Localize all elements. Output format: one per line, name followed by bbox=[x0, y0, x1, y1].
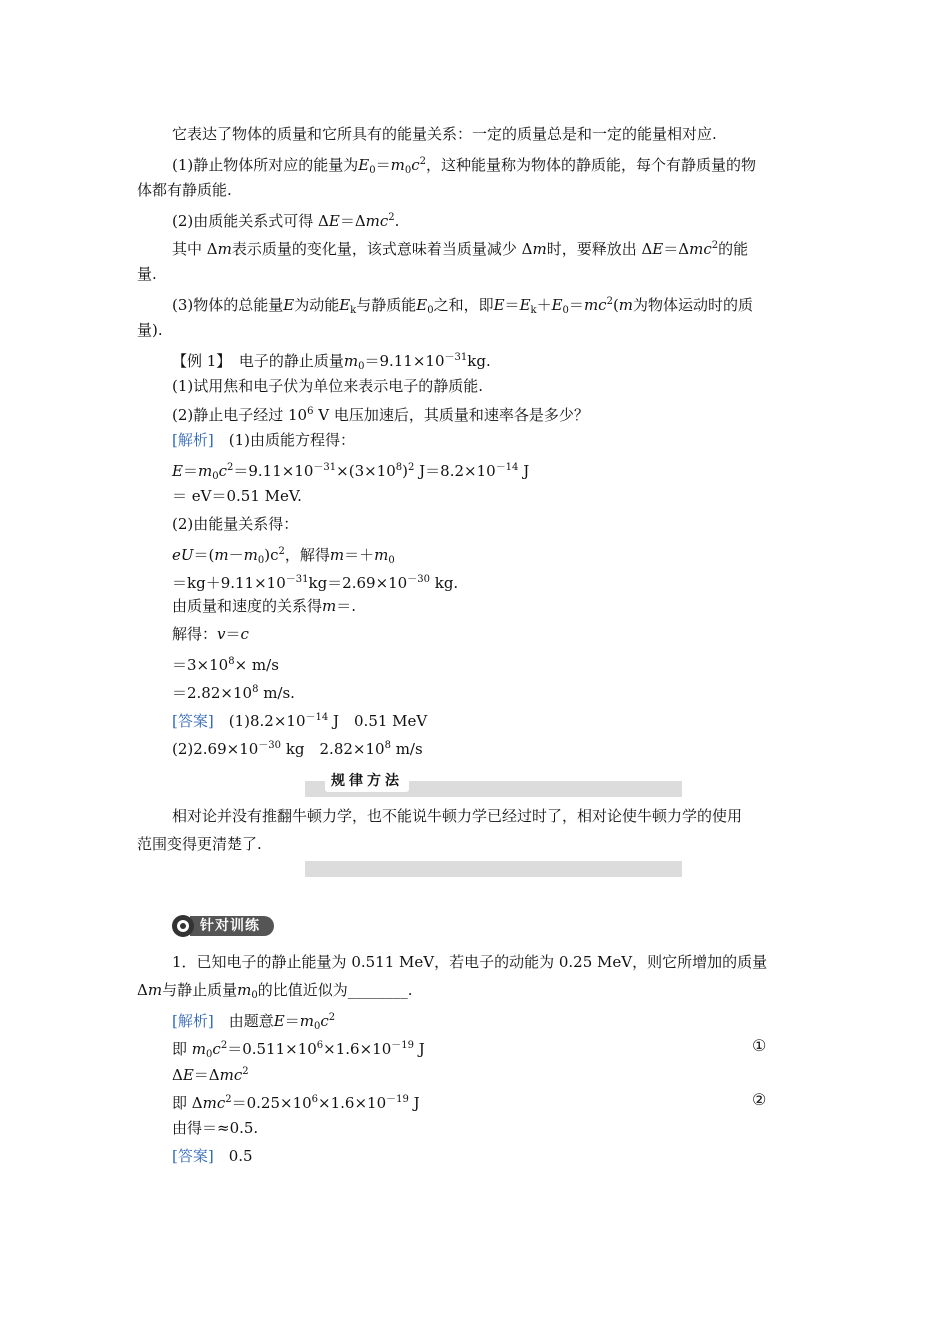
answer-tag: [答案] bbox=[172, 712, 214, 730]
solution-intro: [解析] (1)由质能方程得： bbox=[172, 431, 355, 449]
answer-line-1: [答案] $(1)8.2\times 10^{-14}$ J 0.51 MeV bbox=[172, 712, 428, 730]
solution-eq-4: $=kg+9.11\times 10^{-31}kg=2.69\times 10^{-30}$ kg. bbox=[172, 574, 459, 592]
solution-eq-6: 解得：v＝c bbox=[172, 625, 249, 643]
q1-solution-intro: [解析] 由题意$E=m_0c^2$ bbox=[172, 1012, 336, 1032]
item-1-line-2: 体都有静质能. bbox=[137, 181, 232, 199]
q1-solution-result: 由得＝≈0.5. bbox=[172, 1119, 259, 1137]
item-2-explanation-line-1: 其中 Δm表示质量的变化量，该式意味着当质量减少 Δm时，要释放出 ΔE＝Δmc$^2$的能 bbox=[172, 240, 749, 258]
item-3-line-1: (3)物体的总能量E为动能$E_k$与静质能$E_0$之和，即$E=E_k+E_0=mc^2(m$为物体运动时的质 bbox=[172, 296, 754, 316]
item-2-explanation-line-2: 量. bbox=[137, 265, 157, 283]
example-tag: 【例 1】 bbox=[172, 352, 224, 370]
equation-mark-2: ② bbox=[752, 1090, 767, 1109]
item-2: (2)由质能关系式可得 ΔE＝Δmc$^2$. bbox=[172, 212, 400, 230]
equation-mark-1: ① bbox=[752, 1036, 767, 1055]
q1-solution-eq-3: 即 $\Delta mc^2=0.25\times 10^6\times 1.6\times 10^{-19}$ J bbox=[172, 1094, 420, 1112]
solution-step-2: (2)由能量关系得： bbox=[172, 515, 299, 533]
rule-box-text-line-1: 相对论并没有推翻牛顿力学，也不能说牛顿力学已经过时了，相对论使牛顿力学的使用 bbox=[172, 807, 743, 825]
example-question-2: (2)静止电子经过 $10^6$ V 电压加速后，其质量和速率各是多少？ bbox=[172, 406, 589, 424]
q1-solution-eq-1: 即 $m_0c^2=0.511\times 10^6\times 1.6\times 10^{-19}$ J bbox=[172, 1040, 425, 1060]
solution-eq-2: ＝ eV＝0.51 MeV. bbox=[172, 487, 302, 505]
rule-box-title: 规律方法 bbox=[325, 770, 409, 792]
item-3-line-2: 量). bbox=[137, 321, 163, 339]
rule-box-text-line-2: 范围变得更清楚了. bbox=[137, 835, 262, 853]
solution-eq-1: $E=m_0c^2=9.11\times 10^{-31}\times(3\times 10^8)^2$ $J=8.2\times 10^{-14}$ J bbox=[172, 462, 530, 482]
solution-eq-3: $eU=(m-m_0)c^2$，解得$m=+m_0$ bbox=[172, 546, 395, 566]
q1-solution-tag: [解析] bbox=[172, 1012, 214, 1030]
question-1-line-1: 1．已知电子的静止能量为 0.511 MeV，若电子的动能为 0.25 MeV，则它所增加的质量 bbox=[172, 953, 768, 971]
target-icon bbox=[172, 915, 194, 937]
solution-eq-5: 由质量和速度的关系得m＝. bbox=[172, 597, 357, 615]
training-section-title: 针对训练 bbox=[190, 916, 274, 936]
q1-solution-eq-2: ΔE＝Δmc$^2$ bbox=[172, 1066, 249, 1084]
q1-answer: [答案] 0.5 bbox=[172, 1147, 253, 1165]
example-question-1: (1)试用焦和电子伏为单位来表示电子的静质能. bbox=[172, 377, 484, 395]
solution-eq-7: $=3\times 10^8\times m/s$ bbox=[172, 656, 279, 674]
solution-tag: [解析] bbox=[172, 431, 214, 449]
solution-eq-8: $=2.82\times 10^8$ m/s. bbox=[172, 684, 295, 702]
example-1-statement: 【例 1】 电子的静止质量$m_0=9.11\times 10^{-31}kg$. bbox=[172, 352, 491, 372]
question-1-line-2: Δm与静止质量$m_0$的比值近似为________. bbox=[137, 981, 413, 1001]
item-1-line-1: (1)静止物体所对应的能量为$E_0=m_0c^2$，这种能量称为物体的静质能，每个有静质量的物 bbox=[172, 156, 756, 176]
intro-paragraph: 它表达了物体的质量和它所具有的能量关系：一定的质量总是和一定的能量相对应. bbox=[172, 125, 717, 143]
training-section-header bbox=[172, 914, 274, 938]
q1-answer-tag: [答案] bbox=[172, 1147, 214, 1165]
rule-box-bottom-band bbox=[305, 861, 682, 877]
answer-line-2: $(2)2.69\times 10^{-30}$ kg $2.82\times 10^8$ m/s bbox=[172, 740, 423, 758]
